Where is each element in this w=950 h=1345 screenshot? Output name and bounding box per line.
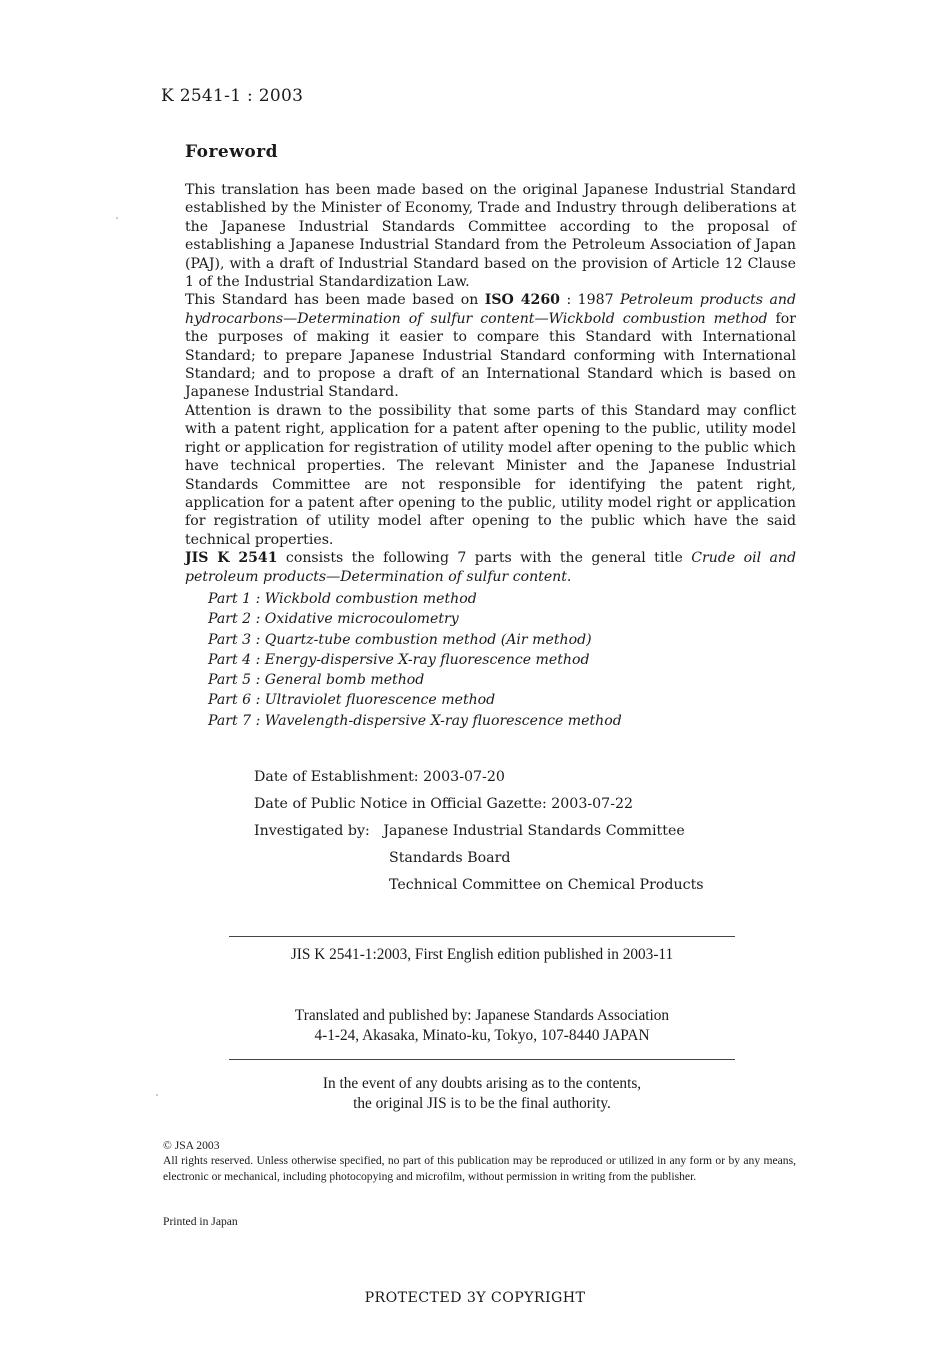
p2-lead: This Standard has been made based on [185,292,485,309]
printed-in: Printed in Japan [163,1215,238,1228]
foreword-body [185,181,796,586]
scan-speck [156,1094,158,1096]
part-item: Part 4 : Energy-dispersive X-ray fluorescence method [208,651,590,668]
publisher-name: Translated and published by: Japanese Standards Association [294,1007,670,1024]
foreword-paragraph-3: Attention is drawn to the possibility that some parts of this Standard may conflict with a patent right, application for a patent after opening to the public, utility model right or application for registration of utility model after opening to the public which have technical properties. The relevant Minister and the Japanese Industrial Standards Committee are not responsible for identifying the patent right, application for a patent after opening to the public, utility model right or application for registration of utility model after opening to the public which have the said technical properties. [185,402,796,548]
part-item: Part 6 : Ultraviolet fluorescence method [208,692,496,709]
part-item: Part 7 : Wavelength-dispersive X-ray fluorescence method [208,712,622,729]
iso-reference: ISO 4260 [484,292,560,309]
divider-top [229,936,735,937]
investigating-body: Technical Committee on Chemical Products [389,877,704,893]
part-item: Part 3 : Quartz-tube combustion method (Air method) [208,631,592,648]
foreword-paragraph-2 [185,291,796,401]
copyright-text: All rights reserved. Unless otherwise specified, no part of this publication may be reproduced or utilized in any form or by any means, electronic or mechanical, including photocopying and microfilm, without permission in writing from the publisher. [163,1154,796,1183]
p4-mid: consists the following 7 parts with the general title [277,550,692,567]
scan-speck [116,217,118,219]
copyright-block [163,1138,796,1184]
foreword-paragraph-4 [185,549,796,586]
foreword-paragraph-1: This translation has been made based on the original Japanese Industrial Standard established by the Minister of Economy, Trade and Industry through deliberations at the Japanese Industrial Standards Committee according to the proposal of establishing a Japanese Industrial Standard from the Petroleum Association of Japan (PAJ), with a draft of Industrial Standard based on the provision of Article 12 Clause 1 of the Industrial Standardization Law. [185,182,796,291]
investigated-by-row [254,818,704,845]
authority-line: the original JIS is to be the final authority. [353,1095,611,1112]
part-item: Part 2 : Oxidative microcoulometry [208,611,459,628]
parts-list [208,589,622,731]
date-of-establishment: Date of Establishment: 2003-07-20 [254,769,505,785]
date-of-public-notice: Date of Public Notice in Official Gazette: 2003-07-22 [254,796,634,812]
authority-notice [229,1074,735,1114]
iso-title: Petroleum products and hydrocarbons—Determination of sulfur content—Wickbold combustion method [185,292,796,327]
edition-statement: JIS K 2541-1:2003, First English edition published in 2003-11 [290,946,674,963]
iso-year: : 1987 [559,292,621,309]
general-title: Crude oil and petroleum products—Determination of sulfur content. [185,550,796,585]
jis-reference: JIS K 2541 [185,550,278,567]
foreword-heading: Foreword [185,142,279,162]
part-item: Part 5 : General bomb method [208,672,425,689]
authority-line: In the event of any doubts arising as to the contents, [322,1075,642,1092]
copyright-mark: © JSA 2003 [163,1139,220,1152]
dates-block [254,764,704,899]
part-item: Part 1 : Wickbold combustion method [208,591,477,607]
p2-rest: for the purposes of making it easier to compare this Standard with International Standard; to prepare Japanese Industrial Standard conforming with International Standard; and to propose a draft of an International Standard which is based on Japanese Industrial Standard. [185,310,796,401]
investigating-body: Japanese Industrial Standards Committee [383,823,685,839]
protected-footer: PROTECTED 3Y COPYRIGHT [364,1290,586,1306]
divider-bottom [229,1059,735,1060]
investigated-by-label: Investigated by: [254,823,370,839]
publisher-address: 4-1-24, Akasaka, Minato-ku, Tokyo, 107-8440 JAPAN [314,1027,650,1044]
publisher-block [229,1006,735,1046]
document-id: K 2541-1 : 2003 [161,86,304,106]
investigating-body: Standards Board [389,850,511,866]
